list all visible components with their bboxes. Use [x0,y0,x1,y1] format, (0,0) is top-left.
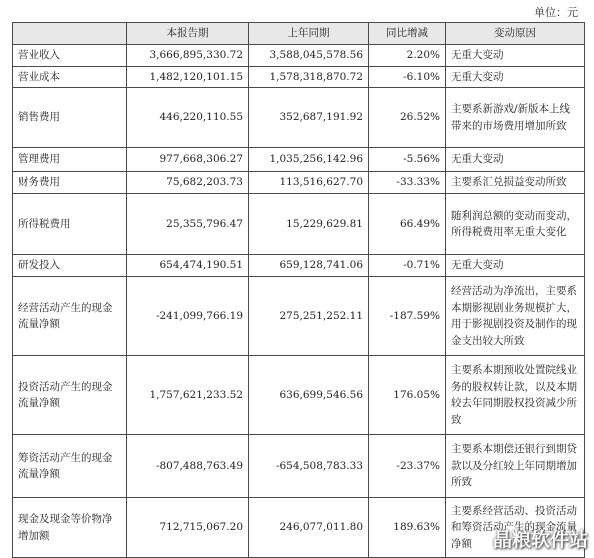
row-prior-value: 659,128,741.06 [249,255,369,277]
row-change-percent: -0.71% [369,255,446,277]
row-change-percent: -6.10% [369,67,446,88]
table-row [13,172,585,194]
row-current-value: 1,757,621,233.52 [127,356,249,435]
row-prior-value: 1,578,318,870.72 [249,67,369,88]
row-reason: 主要系汇兑损益变动所致 [446,172,585,194]
table-header-row [13,23,585,45]
financial-table [12,22,585,558]
row-prior-value: 275,251,252.11 [249,277,369,356]
row-current-value: 3,666,895,330.72 [127,45,249,67]
row-prior-value: 113,516,627.70 [249,172,369,194]
row-item: 管理费用 [13,148,127,172]
row-reason: 主要系新游戏/新版本上线带来的市场费用增加所致 [446,88,585,148]
row-prior-value: 636,699,546.56 [249,356,369,435]
column-header-current-period: 本报告期 [127,23,249,45]
row-current-value: 712,715,067.20 [127,498,249,558]
row-current-value: 977,668,306.27 [127,148,249,172]
table-row [13,45,585,67]
row-change-percent: -187.59% [369,277,446,356]
row-prior-value: 1,035,256,142.96 [249,148,369,172]
row-reason: 经营活动为净流出，主要系本期影视剧业务规模扩大，用于影视剧投资及制作的现金支出较大所致 [446,277,585,356]
row-change-percent: 66.49% [369,194,446,255]
row-item: 研发投入 [13,255,127,277]
table-row [13,435,585,498]
row-change-percent: 2.20% [369,45,446,67]
row-change-percent: -33.33% [369,172,446,194]
table-row [13,148,585,172]
row-current-value: 75,682,203.73 [127,172,249,194]
row-change-percent: -5.56% [369,148,446,172]
table-row [13,255,585,277]
row-item: 筹资活动产生的现金流量净额 [13,435,127,498]
table-row [13,88,585,148]
row-current-value: -241,099,766.19 [127,277,249,356]
table-row [13,67,585,88]
row-reason: 无重大变动 [446,148,585,172]
row-prior-value: 15,229,629.81 [249,194,369,255]
row-current-value: 446,220,110.55 [127,88,249,148]
row-item: 财务费用 [13,172,127,194]
row-item: 经营活动产生的现金流量净额 [13,277,127,356]
row-prior-value: -654,508,783.33 [249,435,369,498]
table-row [13,277,585,356]
row-change-percent: 189.63% [369,498,446,558]
row-item: 营业成本 [13,67,127,88]
row-item: 销售费用 [13,88,127,148]
row-reason: 无重大变动 [446,45,585,67]
row-reason: 主要系经营活动、投资活动和筹资活动产生的现金流量净额 [446,498,585,558]
column-header-reason: 变动原因 [446,23,585,45]
table-row [13,356,585,435]
row-current-value: -807,488,763.49 [127,435,249,498]
row-item: 所得税费用 [13,194,127,255]
row-change-percent: 26.52% [369,88,446,148]
row-prior-value: 246,077,011.80 [249,498,369,558]
column-header-item [13,23,127,45]
site-watermark: 晶粮软件站 [492,529,588,551]
row-current-value: 1,482,120,101.15 [127,67,249,88]
row-item: 现金及现金等价物净增加额 [13,498,127,558]
row-reason: 随利润总额的变动而变动，所得税费用率无重大变化 [446,194,585,255]
row-prior-value: 352,687,191.92 [249,88,369,148]
row-reason: 主要系本期预收处置院线业务的股权转让款，以及本期较去年同期股权投资减少所致 [446,356,585,435]
row-reason: 无重大变动 [446,67,585,88]
row-item: 营业收入 [13,45,127,67]
unit-label: 单位：元 [534,6,578,19]
row-item: 投资活动产生的现金流量净额 [13,356,127,435]
row-change-percent: 176.05% [369,356,446,435]
row-current-value: 25,355,796.47 [127,194,249,255]
column-header-yoy-change: 同比增减 [369,23,446,45]
row-change-percent: -23.37% [369,435,446,498]
row-reason: 主要系本期偿还银行到期贷款以及分红较上年同期增加所致 [446,435,585,498]
column-header-prior-period: 上年同期 [249,23,369,45]
table-row [13,194,585,255]
row-reason: 无重大变动 [446,255,585,277]
row-current-value: 654,474,190.51 [127,255,249,277]
row-prior-value: 3,588,045,578.56 [249,45,369,67]
